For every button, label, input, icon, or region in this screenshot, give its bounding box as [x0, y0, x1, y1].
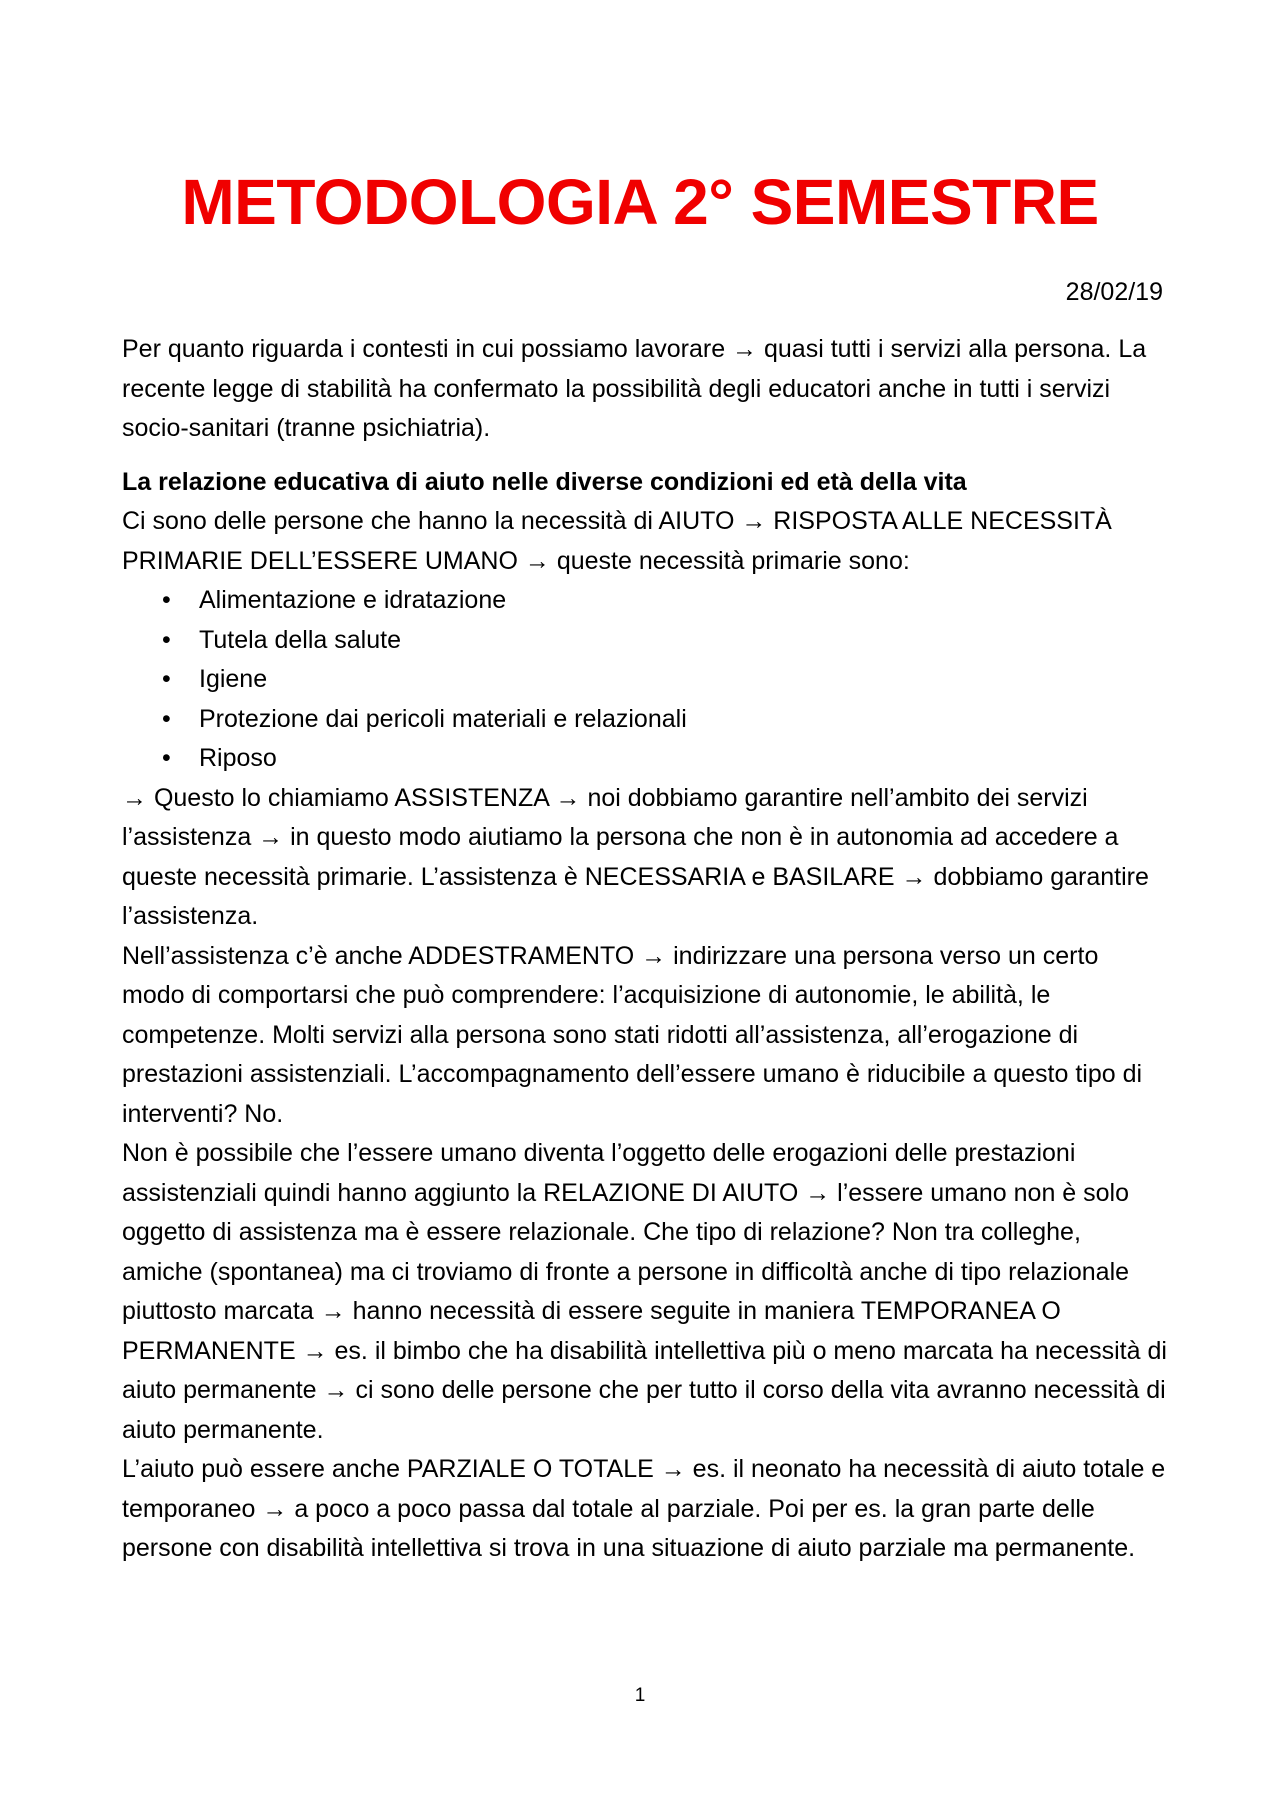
bullet-icon: • [162, 744, 171, 772]
list-item [122, 581, 1167, 621]
bullet-icon: • [162, 625, 171, 654]
bullet-icon: • [162, 704, 171, 733]
list-item-text: Igiene [199, 665, 268, 693]
page-number: 1 [634, 1685, 646, 1706]
document-body [122, 330, 1167, 1569]
list-item-text: Protezione dai pericoli materiali e relazionali [199, 704, 687, 733]
list-item-text: Tutela della salute [199, 625, 401, 654]
list-item [122, 739, 1167, 779]
list-item-text: Riposo [199, 744, 277, 772]
section-heading: La relazione educativa di aiuto nelle diverse condizioni ed età della vita [122, 467, 967, 496]
document-date: 28/02/19 [1065, 278, 1163, 306]
list-item-text: Alimentazione e idratazione [199, 586, 507, 614]
helping-relationship-paragraph: Non è possibile che l’essere umano diventa l’oggetto delle erogazioni delle prestazioni assistenziali quindi hanno aggiunto la RELAZIONE DI AIUTO → l’essere umano non è solo oggetto di assistenza ma è essere relazionale. Che tipo di relazione? Non tra colleghe, amiche (spontanea) ma ci troviamo di fronte a persone in difficoltà anche di tipo relazionale piuttosto marcata → hanno necessità di essere seguite in maniera TEMPORANEA O PERMANENTE → es. il bimbo che ha disabilità intellettiva più o meno marcata ha necessità di aiuto permanente → ci sono delle persone che per tutto il corso della vita avranno necessità di aiuto permanente. [122, 1139, 1167, 1444]
list-item [122, 700, 1167, 740]
bullet-icon: • [162, 665, 171, 693]
page-title: METODOLOGIA 2° SEMESTRE [181, 166, 1099, 238]
list-item [122, 660, 1167, 700]
intro-paragraph: Per quanto riguarda i contesti in cui possiamo lavorare → quasi tutti i servizi alla persona. La recente legge di stabilità ha confermato la possibilità degli educatori anche in tutti i servizi socio-sanitari (tranne psichiatria). [122, 335, 1147, 442]
list-item [122, 621, 1167, 661]
training-paragraph: Nell’assistenza c’è anche ADDESTRAMENTO → indirizzare una persona verso un certo modo di comportarsi che può comprendere: l’acquisizione di autonomie, le abilità, le competenze. Molti servizi alla persona sono stati ridotti all’assistenza, all’erogazione di prestazioni assistenziali. L’accompagnamento dell’essere umano è riducibile a questo tipo di interventi? No. [122, 941, 1143, 1128]
bullet-icon: • [162, 586, 171, 614]
partial-total-help-paragraph: L’aiuto può essere anche PARZIALE O TOTALE → es. il neonato ha necessità di aiuto totale e temporaneo → a poco a poco passa dal totale al parziale. Poi per es. la gran parte delle persone con disabilità intellettiva si trova in una situazione di aiuto parziale ma permanente. [122, 1455, 1166, 1562]
assistance-paragraph: → Questo lo chiamiamo ASSISTENZA → noi dobbiamo garantire nell’ambito dei servizi l’assistenza → in questo modo aiutiamo la persona che non è in autonomia ad accedere a queste necessità primarie. L’assistenza è NECESSARIA e BASILARE → dobbiamo garantire l’assistenza. [122, 783, 1149, 930]
needs-paragraph: Ci sono delle persone che hanno la necessità di AIUTO → RISPOSTA ALLE NECESSITÀ PRIMARIE DELL’ESSERE UMANO → queste necessità primarie sono: [122, 507, 1112, 575]
needs-list [122, 581, 1167, 779]
